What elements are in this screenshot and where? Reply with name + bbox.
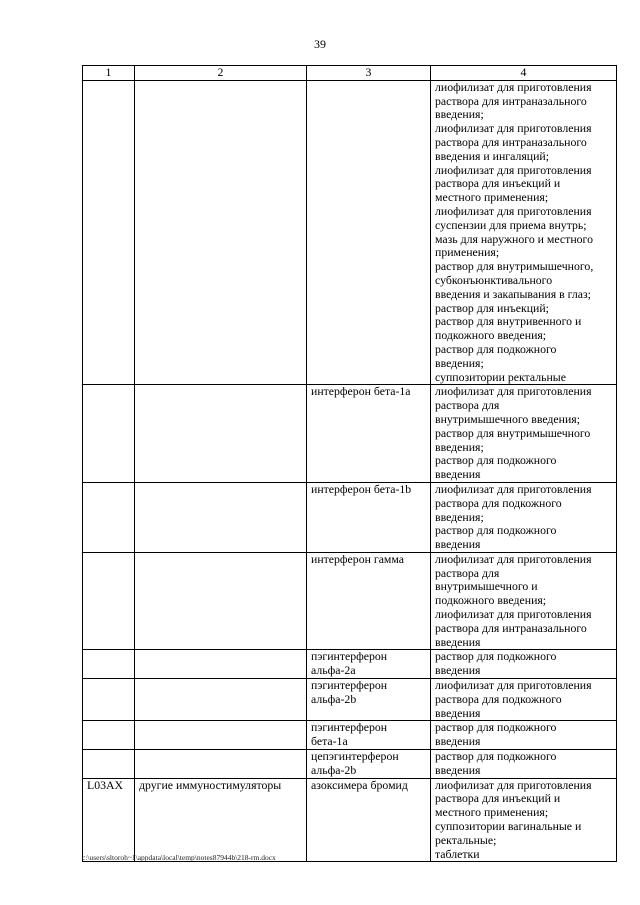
atc-code-cell [83,80,135,385]
dosage-forms-cell-line: раствора для интраназального [435,93,587,108]
substance-cell-line: пэгинтерферон [311,678,388,693]
substance-cell-line: интерферон гамма [311,551,405,566]
header-cell-4: 4 [431,66,617,81]
substance-cell-line: азоксимера бромид [311,777,408,792]
substance-cell [307,679,431,721]
group-name-cell [135,552,307,650]
substance-cell [307,80,431,385]
dosage-forms-cell-line: раствора для подкожного [435,691,562,706]
dosage-forms-cell-line: раствора для подкожного [435,495,562,510]
group-name-cell [135,80,307,385]
dosage-forms-cell-line: лиофилизат для приготовления [435,121,592,136]
header-cell-3: 3 [307,66,431,81]
substance-cell [307,750,431,779]
table-row [83,778,617,862]
dosage-forms-cell-line: введения; [435,439,484,454]
page-number: 39 [314,37,326,51]
dosage-forms-cell-line: внутримышечного и [435,579,538,594]
table-row [83,80,617,385]
dosage-forms-cell-line: раствора для [435,565,500,580]
group-name-cell [135,721,307,750]
dosage-forms-cell-line: раствор для внутримышечного, [435,259,594,274]
atc-code-cell [83,750,135,779]
dosage-forms-cell-line: раствор для внутривенного и [435,314,582,329]
dosage-forms-cell-line: введения; [435,355,484,370]
atc-code-cell [83,552,135,650]
dosage-forms-cell-line: введения [435,634,481,649]
group-name-cell [135,750,307,779]
dosage-forms-cell [431,679,617,721]
dosage-forms-cell-line: раствор для подкожного [435,341,557,356]
substance-cell-line: цепэгинтерферон [311,749,399,764]
dosage-forms-cell-line: лиофилизат для приготовления [435,607,592,622]
dosage-forms-cell-line: введения [435,734,481,749]
group-name-cell: другие иммуностимуляторы [135,778,307,862]
atc-code-cell [83,650,135,679]
group-name-cell [135,482,307,552]
table-row [83,721,617,750]
dosage-forms-cell-line: введения [435,663,481,678]
dosage-forms-cell-line: лиофилизат для приготовления [435,678,592,693]
substance-cell [307,385,431,483]
dosage-forms-cell-line: введения [435,762,481,777]
dosage-forms-cell-line: подкожного введения; [435,593,547,608]
dosage-forms-cell-line: раствора для [435,398,500,413]
dosage-forms-cell-line: лиофилизат для приготовления [435,203,592,218]
dosage-forms-cell [431,721,617,750]
substance-cell [307,482,431,552]
substance-cell-line: альфа-2b [311,691,357,706]
atc-code-cell [83,679,135,721]
dosage-forms-cell-line: раствор для подкожного [435,453,557,468]
dosage-forms-cell [431,482,617,552]
dosage-forms-cell-line: раствор для подкожного [435,749,557,764]
dosage-forms-cell-line: раствор для подкожного [435,649,557,664]
dosage-forms-cell-line: лиофилизат для приготовления [435,79,592,94]
dosage-forms-cell-line: применения; [435,245,500,260]
footer-file-path: c:\users\sltoroh~1\appdata\local\temp\notes87944b\218-rm.docx [82,853,276,862]
table-row [83,679,617,721]
atc-code-cell [83,482,135,552]
dosage-forms-cell-line: введения и закапывания в глаз; [435,286,591,301]
substance-cell [307,552,431,650]
substance-cell [307,721,431,750]
dosage-forms-cell-line: местного применения; [435,805,549,820]
header-cell-2: 2 [135,66,307,81]
dosage-forms-cell-line: суппозитории вагинальные и [435,819,582,834]
dosage-forms-cell-line: субконъюнктивального [435,272,553,287]
dosage-forms-cell-line: раствор для подкожного [435,720,557,735]
dosage-forms-cell-line: суспензии для приема внутрь; [435,217,587,232]
dosage-forms-cell [431,385,617,483]
dosage-forms-cell-line: лиофилизат для приготовления [435,162,592,177]
substance-cell-line: альфа-2b [311,762,357,777]
dosage-forms-cell-line: раствор для подкожного [435,523,557,538]
table-row [83,482,617,552]
dosage-forms-cell-line: мазь для наружного и местного [435,231,593,246]
dosage-forms-cell-line: раствор для инъекций; [435,300,549,315]
substance-cell-line: альфа-2a [311,663,356,678]
dosage-forms-cell-line: введения; [435,509,484,524]
dosage-forms-cell-line: введения [435,705,481,720]
dosage-forms-cell-line: раствора для инъекций и [435,176,561,191]
dosage-forms-cell [431,552,617,650]
dosage-forms-cell [431,778,617,862]
dosage-forms-cell-line: введения [435,537,481,552]
table-row [83,650,617,679]
substance-cell-line: интерферон бета-1b [311,481,412,496]
substance-cell-line: пэгинтерферон [311,649,388,664]
dosage-forms-cell-line: таблетки [435,846,480,861]
table-header-row [83,66,617,81]
atc-code-cell [83,721,135,750]
table-row [83,552,617,650]
dosage-forms-cell [431,750,617,779]
dosage-forms-cell-line: введения и ингаляций; [435,148,549,163]
dosage-forms-cell-line: местного применения; [435,190,549,205]
table-row [83,385,617,483]
substance-cell-line: пэгинтерферон [311,720,388,735]
dosage-forms-cell [431,80,617,385]
dosage-forms-cell-line: внутримышечного введения; [435,411,580,426]
table-row [83,750,617,779]
group-name-cell [135,650,307,679]
header-cell-1: 1 [83,66,135,81]
dosage-forms-cell-line: раствора для инъекций и [435,791,561,806]
dosage-forms-cell-line: лиофилизат для приготовления [435,481,592,496]
dosage-forms-cell-line: лиофилизат для приготовления [435,384,592,399]
drug-table [82,65,617,862]
substance-cell-line: интерферон бета-1a [311,384,411,399]
dosage-forms-cell-line: раствора для интраназального [435,620,587,635]
dosage-forms-cell-line: введения [435,467,481,482]
atc-code-cell [83,385,135,483]
group-name-cell [135,385,307,483]
dosage-forms-cell-line: лиофилизат для приготовления [435,777,592,792]
dosage-forms-cell-line: ректальные; [435,832,497,847]
dosage-forms-cell-line: подкожного введения; [435,328,547,343]
dosage-forms-cell [431,650,617,679]
atc-code-cell: L03AX [83,778,135,862]
dosage-forms-cell-line: введения; [435,107,484,122]
dosage-forms-cell-line: суппозитории ректальные [435,369,566,384]
substance-cell-line: бета-1a [311,734,348,749]
dosage-forms-cell-line: раствор для внутримышечного [435,425,591,440]
substance-cell [307,778,431,862]
dosage-forms-cell-line: лиофилизат для приготовления [435,551,592,566]
group-name-cell [135,679,307,721]
substance-cell [307,650,431,679]
dosage-forms-cell-line: раствора для интраназального [435,134,587,149]
